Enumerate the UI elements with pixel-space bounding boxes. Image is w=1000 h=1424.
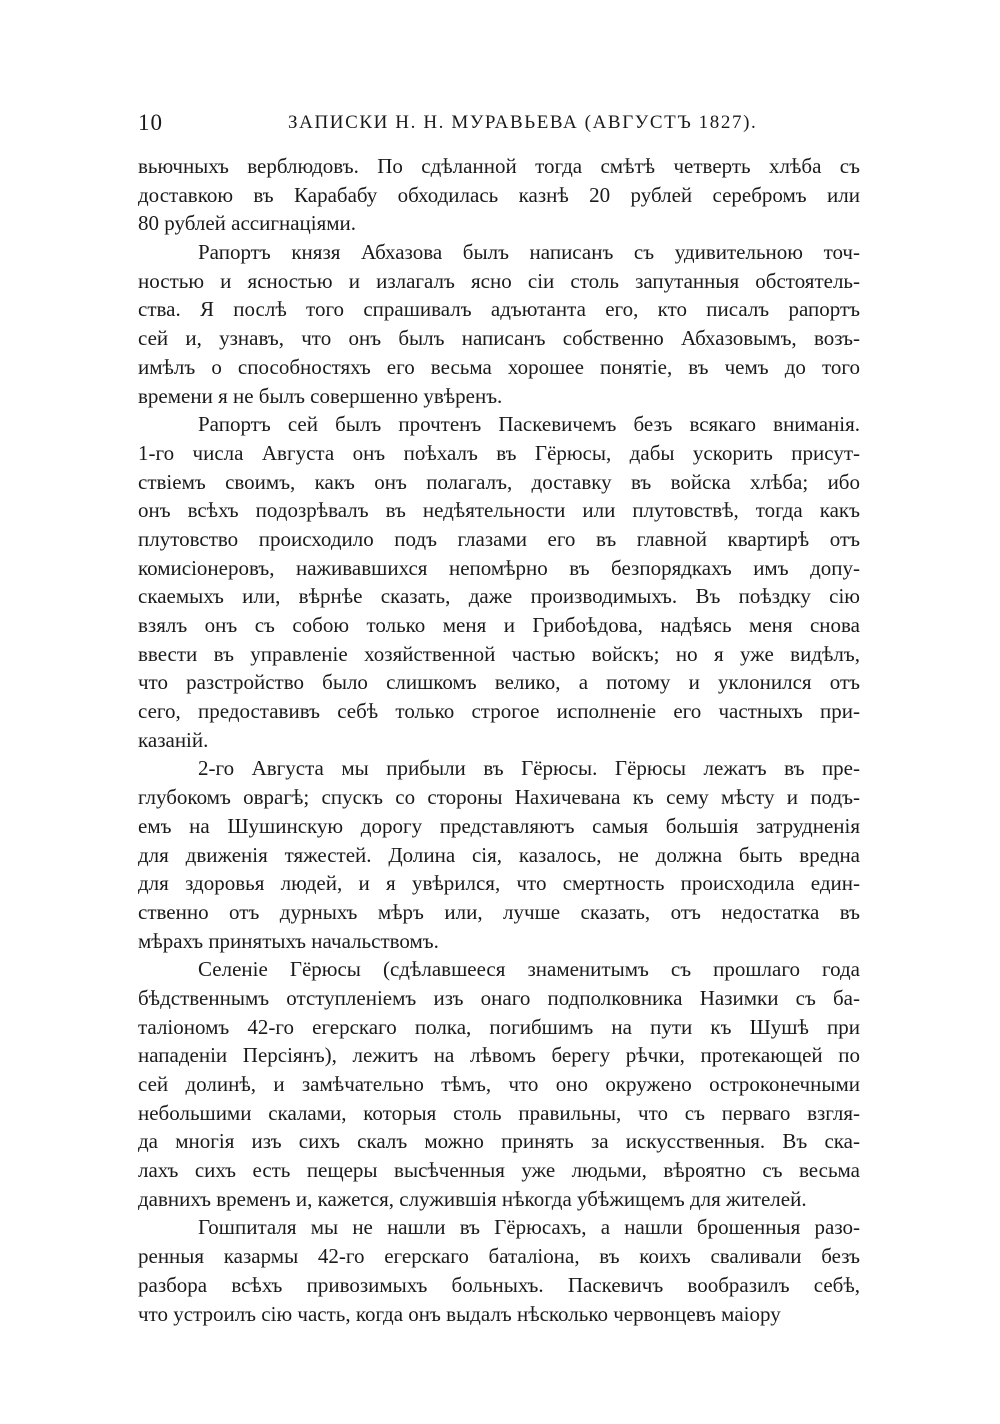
text-line: что устроилъ сію часть, когда онъ выдалъ нѣсколько червонцевъ маіору — [138, 1301, 781, 1326]
page-number: 10 — [138, 110, 163, 135]
text-line: ственно отъ дурныхъ мѣръ или, лучше сказать, отъ недостатка въ — [138, 899, 860, 924]
text-line: казаній. — [138, 727, 209, 752]
text-line: нападеніи Персіянъ), лежитъ на лѣвомъ берегу рѣчки, протекающей по — [138, 1043, 860, 1068]
text-line: таліономъ 42-го егерскаго полка, погибшимъ на пути къ Шушѣ при — [138, 1014, 860, 1039]
text-line: времени я не былъ совершенно увѣренъ. — [138, 383, 503, 408]
text-line: ностью и ясностью и излагалъ ясно сіи столь запутанныя обстоятель- — [138, 268, 860, 293]
text-line: Рапортъ князя Абхазова былъ написанъ съ удивительною точ- — [198, 240, 860, 265]
body-text — [138, 152, 860, 1328]
text-line: небольшими скалами, которыя столь правильны, что съ перваго взгля- — [138, 1100, 860, 1125]
text-line: ства. Я послѣ того спрашивалъ адъютанта его, кто писалъ рапортъ — [138, 297, 860, 322]
text-line: емъ на Шушинскую дорогу представляютъ самыя большія затрудненія — [138, 813, 860, 838]
text-line: онъ всѣхъ подозрѣвалъ въ недѣятельности или плутовствѣ, тогда какъ — [138, 498, 860, 523]
text-line: бѣдственнымъ отступленіемъ изъ онаго подполковника Назимки съ ба- — [138, 985, 860, 1010]
text-line: ренныя казармы 42-го егерскаго баталіона, въ коихъ сваливали безъ — [138, 1244, 860, 1269]
text-line: давнихъ временъ и, кажется, служившія нѣкогда убѣжищемъ для жителей. — [138, 1186, 807, 1211]
text-line: для движенія тяжестей. Долина сія, казалось, не должна быть вредна — [138, 842, 860, 867]
running-title: ЗАПИСКИ Н. Н. МУРАВЬЕВА (АВГУСТЪ 1827). — [288, 112, 758, 133]
paragraph — [138, 754, 860, 955]
text-line: комисіонеровъ, наживавшихся непомѣрно въ безпорядкахъ имъ допу- — [138, 555, 860, 580]
paragraph — [138, 410, 860, 754]
text-line: что разстройство было слишкомъ велико, а потому и уклонился отъ — [138, 670, 860, 695]
text-line: вьючныхъ верблюдовъ. По сдѣланной тогда смѣтѣ четверть хлѣба съ — [138, 154, 860, 178]
paragraph — [138, 1213, 860, 1328]
paragraph — [138, 955, 860, 1213]
text-line: ствіемъ своимъ, какъ онъ полагалъ, доставку въ войска хлѣба; ибо — [138, 469, 860, 494]
page-header — [138, 110, 860, 144]
text-line: сей долинѣ, и замѣчательно тѣмъ, что оно окружено остроконечными — [138, 1072, 860, 1096]
text-line: сего, предоставивъ себѣ только строгое исполненіе его частныхъ при- — [138, 699, 860, 724]
text-line: взялъ онъ съ собою только меня и Грибоѣдова, надѣясь меня снова — [138, 613, 860, 637]
text-line: сей и, узнавъ, что онъ былъ написанъ собственно Абхазовымъ, возъ- — [138, 326, 860, 351]
text-line: 1-го числа Августа онъ поѣхалъ въ Гёрюсы, дабы ускорить присут- — [138, 440, 860, 465]
text-line: 2-го Августа мы прибыли въ Гёрюсы. Гёрюсы лежатъ въ пре- — [198, 756, 860, 781]
text-line: скаемыхъ или, вѣрнѣе сказать, даже производимыхъ. Въ поѣздку сію — [138, 584, 860, 609]
text-line: да многія изъ сихъ скалъ можно принять за искусственныя. Въ ска- — [138, 1129, 860, 1154]
text-line: мѣрахъ принятыхъ начальствомъ. — [138, 928, 439, 953]
text-line: доставкою въ Карабабу обходилась казнѣ 20 рублей серебромъ или — [138, 182, 860, 207]
paragraph — [138, 152, 860, 238]
text-line: плутовство происходило подъ глазами его въ главной квартирѣ отъ — [138, 526, 860, 551]
text-line: ввести въ управленіе хозяйственной частью войскъ; но я уже видѣлъ, — [138, 641, 860, 666]
text-line: 80 рублей ассигнаціями. — [138, 211, 357, 236]
text-line: глубокомъ оврагѣ; спускъ со стороны Нахичевана къ сему мѣсту и подъ- — [138, 785, 860, 810]
text-line: разбора всѣхъ привозимыхъ больныхъ. Паскевичъ вообразилъ себѣ, — [138, 1272, 860, 1297]
text-line: имѣлъ о способностяхъ его весьма хорошее понятіе, въ чемъ до того — [138, 354, 860, 379]
text-line: для здоровья людей, и я увѣрился, что смертность происходила един- — [138, 871, 860, 896]
text-line: Селеніе Гёрюсы (сдѣлавшееся знаменитымъ съ прошлаго года — [198, 957, 860, 982]
text-line: Рапортъ сей былъ прочтенъ Паскевичемъ безъ всякаго вниманія. — [198, 412, 860, 437]
text-line: Гошпиталя мы не нашли въ Гёрюсахъ, а нашли брошенныя разо- — [198, 1215, 860, 1240]
text-line: лахъ сихъ есть пещеры высѣченныя уже людьми, вѣроятно съ весьма — [138, 1158, 860, 1183]
paragraph — [138, 238, 860, 410]
